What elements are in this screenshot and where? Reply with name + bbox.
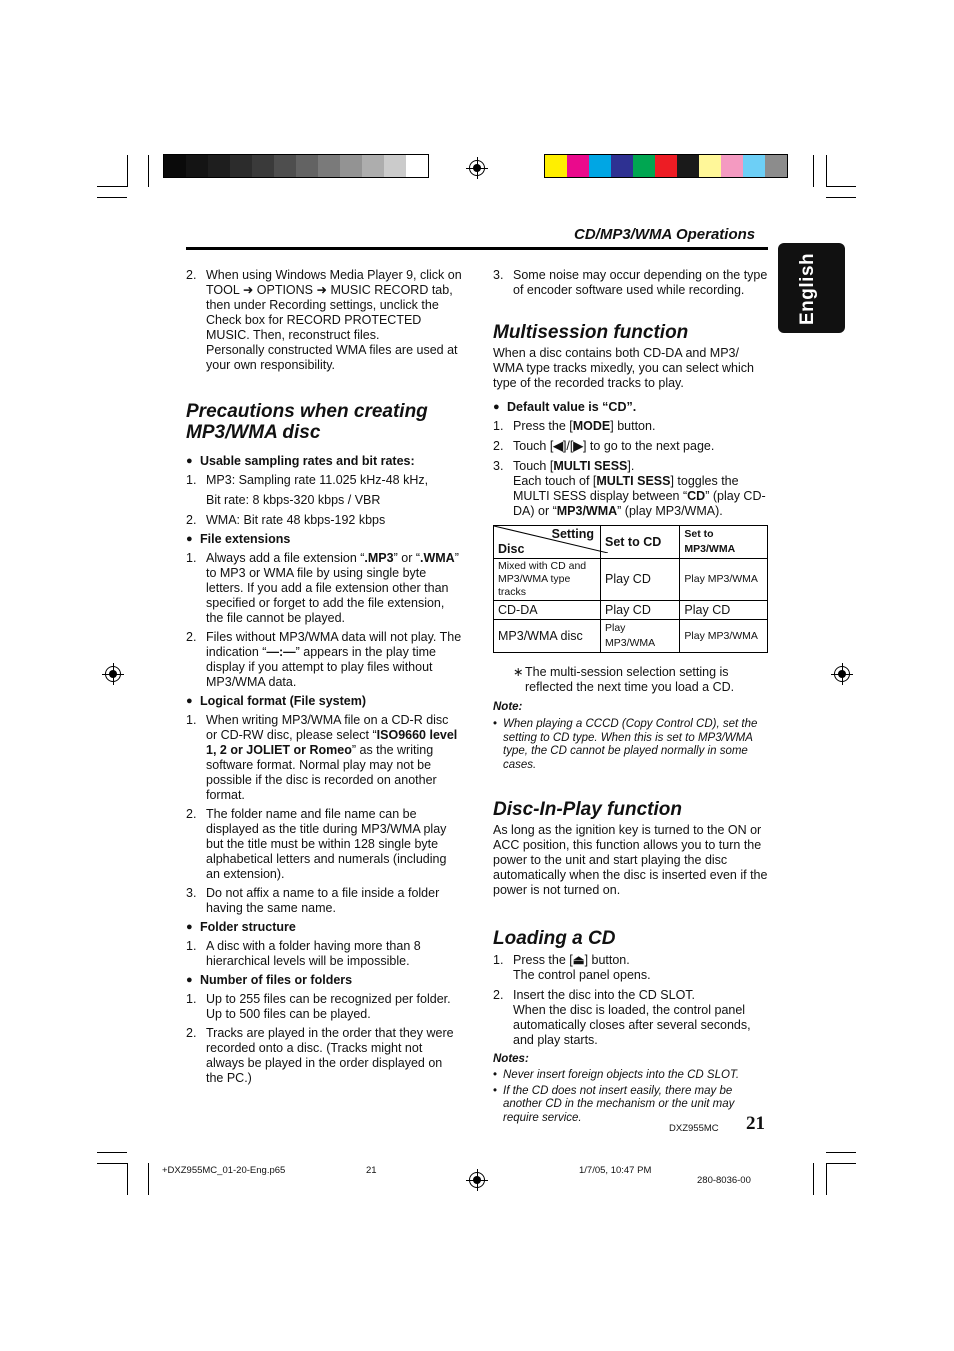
list-item: 2. WMA: Bit rate 48 kbps-192 kbps — [186, 513, 386, 527]
color-swatch — [164, 155, 186, 177]
list-item: 1. When writing MP3/WMA file on a CD-R disc or CD-RW disc, please select “ISO9660 level 1, 2 or JOLIET or Romeo” as the writing software format. Normal play may not be possible if the disc is recorded on another format. — [186, 713, 458, 802]
table-row: MP3/WMA disc Play MP3/WMA Play MP3/WMA — [494, 620, 768, 653]
table-row: Mixed with CD and MP3/WMA type tracks Play CD Play MP3/WMA — [494, 559, 768, 601]
color-swatch — [406, 155, 428, 177]
registration-mark-icon — [834, 666, 850, 682]
list-item: 2. The folder name and file name can be displayed as the title during MP3/WMA play but the title must be within 128 single byte alphabetical letters and numerals (including an extension). — [186, 807, 447, 881]
color-swatch — [567, 155, 589, 177]
list-item: 2. Tracks are played in the order that they were recorded onto a disc. (Tracks might not always be played in the order displayed on the PC.) — [186, 1026, 454, 1085]
color-swatch — [340, 155, 362, 177]
crop-mark — [826, 1163, 856, 1164]
list-item: 1. Always add a file extension “.MP3” or “.WMA” to MP3 or WMA file by using single byte letters. If you add a file extension other than specified or forget to add the file extension, the file cannot be played. — [186, 551, 459, 625]
multisession-table — [493, 525, 768, 653]
color-swatch — [186, 155, 208, 177]
crop-mark — [826, 1152, 856, 1153]
list-item: 1. Up to 255 files can be recognized per folder. Up to 500 files can be played. — [186, 992, 451, 1021]
registration-mark-icon — [105, 666, 121, 682]
list-item: 3. Do not affix a name to a file inside a folder having the same name. — [186, 886, 440, 915]
note-item: • Never insert foreign objects into the CD SLOT. — [493, 1069, 769, 1083]
multisession-intro: When a disc contains both CD-DA and MP3/ WMA type tracks mixedly, you can select which type of the recorded tracks to play. — [493, 346, 754, 390]
note-item: • When playing a CCCD (Copy Control CD), set the setting to CD type. When this is set to MP3/WMA type, the CD cannot be played normally in some cases. — [493, 718, 769, 772]
language-tab — [778, 243, 845, 333]
color-swatch — [721, 155, 743, 177]
left-column — [186, 268, 462, 1086]
footnote: ∗ The multi-session selection setting is reflected the next time you load a CD. — [513, 665, 735, 694]
list-item: 1. MP3: Sampling rate 11.025 kHz-48 kHz, Bit rate: 8 kbps-320 kbps / VBR — [186, 473, 429, 507]
color-swatch — [296, 155, 318, 177]
extensions-heading: ● File extensions — [186, 532, 462, 547]
note-heading: Note: — [493, 701, 523, 713]
table-header: Set to CD — [601, 526, 680, 559]
model-number: DXZ955MC — [669, 1123, 719, 1134]
color-swatch — [274, 155, 296, 177]
loading-title: Loading a CD — [493, 928, 616, 949]
precautions-title: Precautions when creating MP3/WMA disc — [186, 401, 428, 443]
crop-mark — [127, 155, 128, 187]
crop-mark — [813, 155, 814, 187]
left-arrow-icon: ◀ — [553, 439, 563, 453]
table-header: Set to MP3/WMA — [680, 526, 768, 559]
sampling-heading: ● Usable sampling rates and bit rates: — [186, 454, 462, 469]
list-item: 2. Files without MP3/WMA data will not play. The indication “—:—” appears in the play time display if you attempt to play files without MP3/WMA data. — [186, 630, 462, 689]
header-rule — [186, 247, 768, 250]
color-swatch — [699, 155, 721, 177]
eject-icon: ⏏ — [572, 953, 585, 967]
disc-in-play-text: As long as the ignition key is turned to the ON or ACC position, this function allows you to turn the power to the unit and start playing the disc automatically when the disc is inserted even if the power is not turned on. — [493, 823, 768, 897]
color-swatch — [589, 155, 611, 177]
registration-mark-icon — [469, 1172, 485, 1188]
table-corner-cell: Setting Disc — [494, 526, 601, 559]
crop-mark — [148, 155, 149, 187]
page-number-small: 21 — [366, 1165, 377, 1176]
color-swatch — [655, 155, 677, 177]
color-swatch — [765, 155, 787, 177]
right-column — [493, 268, 769, 1125]
list-item: 1. A disc with a folder having more than 8 hierarchical levels will be impossible. — [186, 939, 421, 968]
note-item: • If the CD does not insert easily, there may be another CD in the mechanism or the unit may require service. — [493, 1085, 769, 1126]
crop-mark — [826, 1163, 827, 1195]
color-swatch — [230, 155, 252, 177]
list-item: 2. Insert the disc into the CD SLOT. When the disc is loaded, the control panel automatically closes after several seconds, and play starts. — [493, 988, 751, 1047]
crop-mark — [826, 186, 856, 187]
color-swatch — [362, 155, 384, 177]
list-item: 1. Press the [⏏] button. The control panel opens. — [493, 953, 651, 982]
crop-mark — [97, 1163, 127, 1164]
language-tab-label: English — [797, 252, 818, 325]
color-swatch — [743, 155, 765, 177]
right-arrow-icon: ▶ — [573, 439, 583, 453]
crop-mark — [826, 155, 827, 187]
list-item: 1. Press the [MODE] button. — [493, 419, 656, 433]
list-item: 3. Touch [MULTI SESS]. Each touch of [MULTI SESS] toggles the MULTI SESS display between “CD” (play CD-DA) or “MP3/WMA” (play MP3/WMA). — [493, 459, 766, 518]
crop-mark — [148, 1163, 149, 1195]
file-name: +DXZ955MC_01-20-Eng.p65 — [162, 1165, 286, 1176]
color-swatch — [677, 155, 699, 177]
registration-mark-icon — [469, 160, 485, 176]
disc-in-play-title: Disc-In-Play function — [493, 799, 682, 820]
gray-calibration-bar — [163, 154, 429, 178]
file-count-heading: ● Number of files or folders — [186, 973, 462, 988]
color-swatch — [611, 155, 633, 177]
color-swatch — [633, 155, 655, 177]
crop-mark — [97, 1152, 127, 1153]
table-row: CD-DA Play CD Play CD — [494, 601, 768, 620]
color-swatch — [384, 155, 406, 177]
print-date: 1/7/05, 10:47 PM — [579, 1165, 652, 1176]
color-calibration-bar — [544, 154, 788, 178]
crop-mark — [826, 197, 856, 198]
color-swatch — [252, 155, 274, 177]
default-value-heading: ● Default value is “CD”. — [493, 400, 769, 415]
notes-heading: Notes: — [493, 1053, 529, 1065]
color-swatch — [208, 155, 230, 177]
multisession-title: Multisession function — [493, 322, 689, 343]
part-code: 280-8036-00 — [697, 1175, 751, 1186]
crop-mark — [97, 186, 127, 187]
folder-structure-heading: ● Folder structure — [186, 920, 462, 935]
list-item: 2. When using Windows Media Player 9, click on TOOL ➜ OPTIONS ➜ MUSIC RECORD tab, then under Recording settings, unclick the Check box for RECORD PROTECTED MUSIC. Then, reconstruct files. Personally constructed WMA files are used at your own responsibility. — [186, 268, 462, 372]
list-item: 2. Touch [◀]/[▶] to go to the next page. — [493, 439, 715, 453]
crop-mark — [127, 1163, 128, 1195]
color-swatch — [318, 155, 340, 177]
list-item: 3. Some noise may occur depending on the type of encoder software used while recording. — [493, 268, 768, 297]
color-swatch — [545, 155, 567, 177]
page-number: 21 — [746, 1113, 765, 1134]
section-header: CD/MP3/WMA Operations — [574, 226, 756, 243]
crop-mark — [97, 197, 127, 198]
crop-mark — [813, 1163, 814, 1195]
logical-format-heading: ● Logical format (File system) — [186, 694, 462, 709]
